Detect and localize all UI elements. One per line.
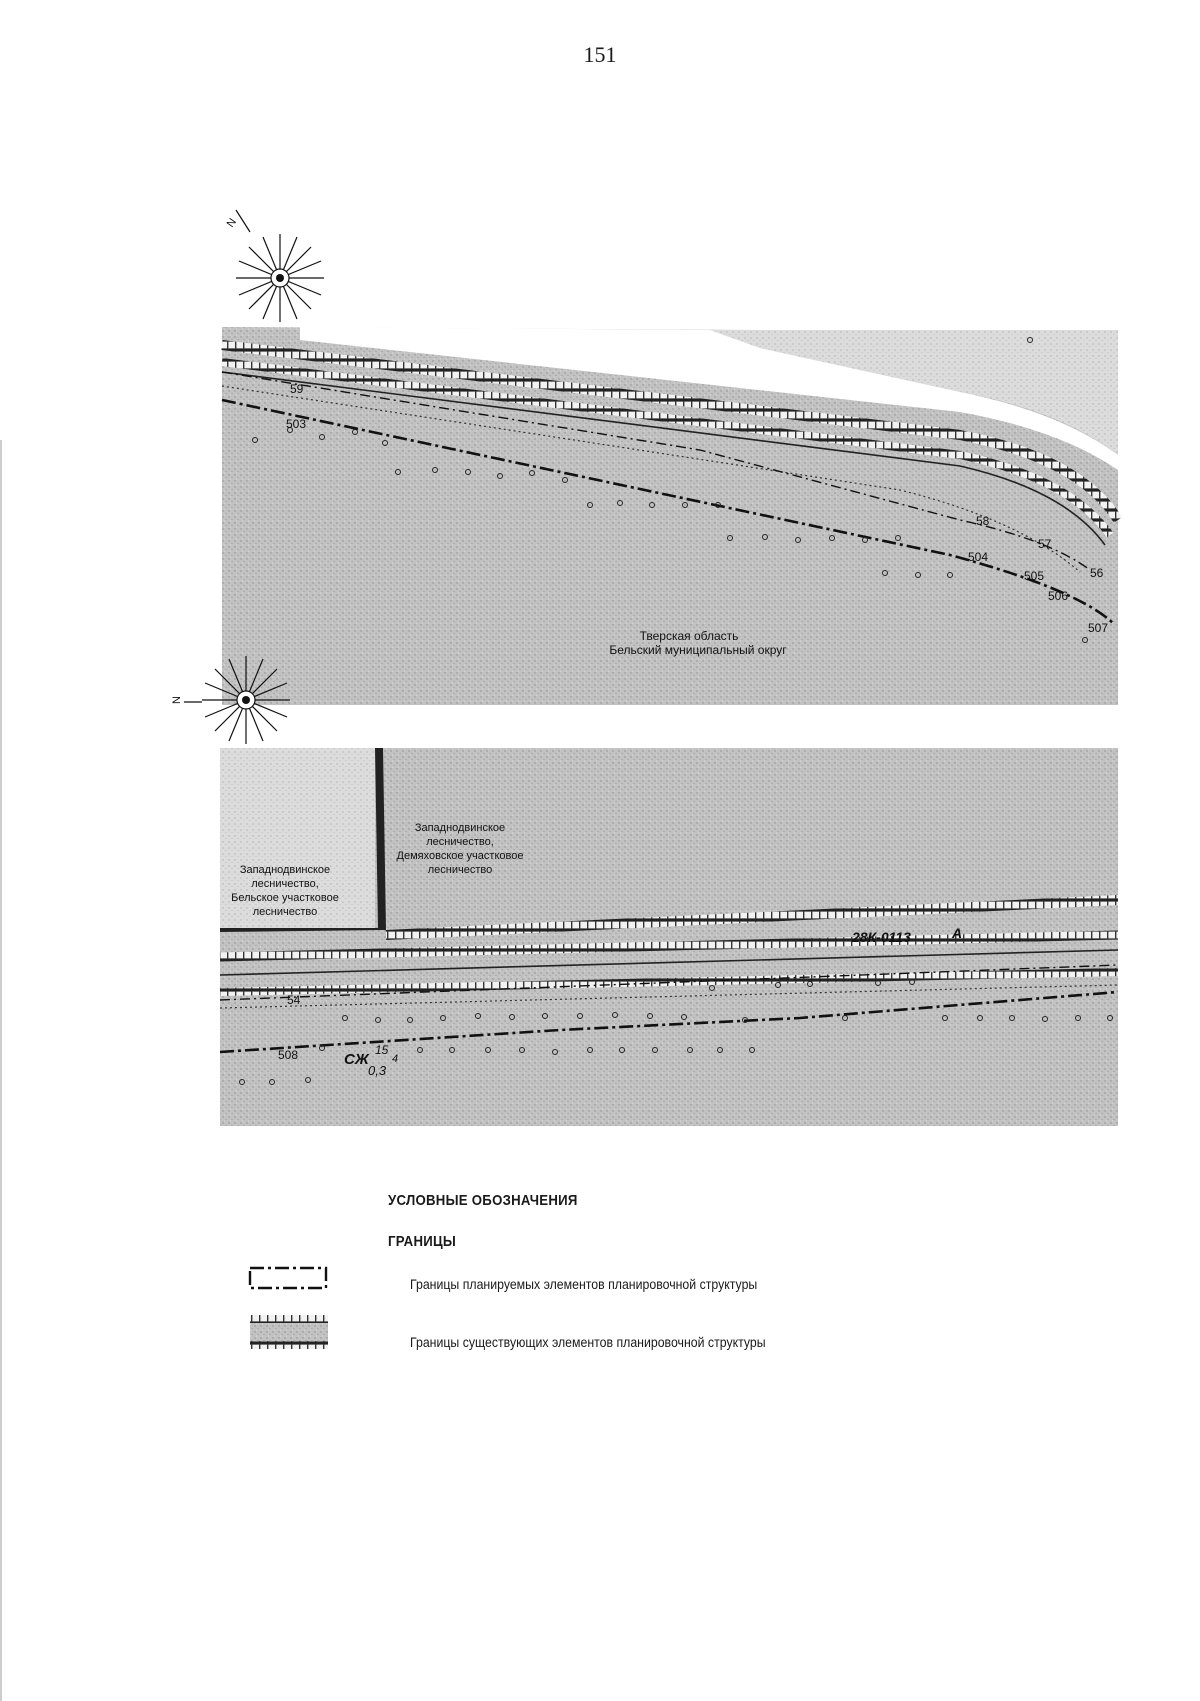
legend-item-planned: Границы планируемых элементов планировочной структуры: [410, 1276, 758, 1292]
north-label-mid: N: [171, 696, 183, 704]
svg-text:15: 15: [375, 1043, 389, 1057]
svg-text:0,3: 0,3: [368, 1063, 387, 1078]
existing-boundary-symbol: [248, 1313, 330, 1351]
north-label-top: N: [224, 216, 240, 230]
svg-text:Западнодвинское: Западнодвинское: [414, 822, 506, 834]
district-label: Бельский муниципальный округ: [609, 643, 787, 657]
svg-text:лесничество,: лесничество,: [426, 836, 494, 848]
point-504: 504: [968, 550, 989, 564]
svg-text:СЖ: СЖ: [344, 1051, 369, 1068]
region-label: Тверская область: [639, 629, 739, 643]
svg-text:Демяховское участковое: Демяховское участковое: [396, 850, 524, 862]
road-class-label: А: [952, 925, 963, 941]
road-code-label: 28К-0113: [852, 929, 911, 945]
point-57: 57: [1038, 537, 1052, 551]
compass-rose-top: [225, 210, 324, 322]
legend-subtitle: ГРАНИЦЫ: [388, 1233, 457, 1250]
point-507: 507: [1088, 621, 1109, 635]
lower-map-panel: [220, 748, 1118, 1126]
legend-title: УСЛОВНЫЕ ОБОЗНАЧЕНИЯ: [388, 1192, 578, 1209]
point-505: 505: [1024, 569, 1045, 583]
svg-text:лесничество: лесничество: [427, 864, 493, 876]
point-56: 56: [1090, 566, 1104, 580]
page-number: 151: [583, 42, 617, 67]
planned-boundary-symbol: [248, 1265, 330, 1291]
svg-text:лесничество: лесничество: [252, 906, 318, 918]
point-508: 508: [278, 1048, 299, 1062]
upper-map-panel: [222, 327, 1118, 705]
point-58: 58: [976, 514, 990, 528]
legend-item-existing: Границы существующих элементов планировочной структуры: [410, 1334, 766, 1350]
svg-text:лесничество,: лесничество,: [251, 878, 319, 890]
svg-text:Бельское участковое: Бельское участковое: [231, 892, 339, 904]
svg-text:4: 4: [392, 1053, 399, 1065]
point-503: 503: [286, 417, 307, 431]
point-59: 59: [290, 382, 304, 396]
svg-text:Западнодвинское: Западнодвинское: [239, 864, 331, 876]
point-54: 54: [287, 993, 301, 1007]
point-506: 506: [1048, 589, 1069, 603]
